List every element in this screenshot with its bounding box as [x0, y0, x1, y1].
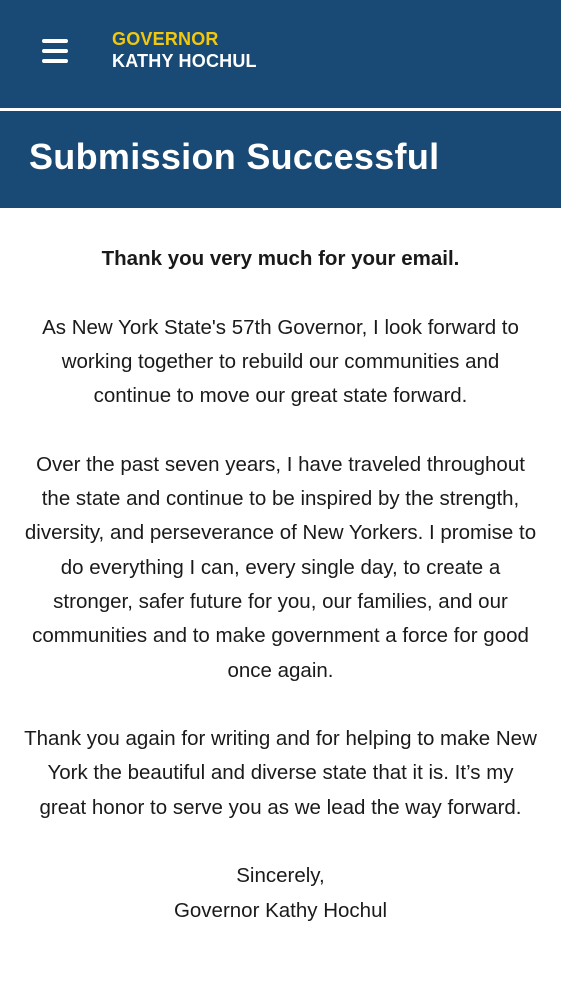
confirmation-message: [24, 242, 537, 962]
message-closing: Sincerely,: [236, 864, 325, 888]
menu-bar-middle: [42, 49, 68, 53]
logo-line-governor: GOVERNOR: [112, 29, 219, 49]
message-lead: Thank you very much for your email.: [101, 247, 460, 270]
logo-line-name: KATHY HOCHUL: [112, 51, 257, 71]
message-signoff: [24, 859, 537, 928]
hamburger-menu-icon[interactable]: [40, 38, 70, 64]
site-logo-link[interactable]: [112, 28, 257, 72]
menu-bar-top: [42, 39, 68, 43]
message-signature: Governor Kathy Hochul: [173, 898, 388, 922]
message-paragraph-1: As New York State's 57th Governor, I look forward to working together to rebuild our communities and continue to move our great state forward.: [42, 315, 519, 408]
message-paragraph-2: Over the past seven years, I have traveled throughout the state and continue to be inspired by the strength, diversity, and perseverance of New Yorkers. I promise to do everything I can, every single day, to create a stronger, safer future for you, our families, and our communities and to make government a force for good once again.: [24, 452, 537, 682]
page-title: Submission Successful: [29, 136, 440, 177]
menu-bar-bottom: [42, 59, 68, 63]
page-banner: [0, 111, 561, 208]
message-paragraph-3: Thank you again for writing and for helping to make New York the beautiful and diverse state that it is. It’s my great honor to serve you as we lead the way forward.: [24, 727, 537, 819]
site-header: [0, 0, 561, 108]
